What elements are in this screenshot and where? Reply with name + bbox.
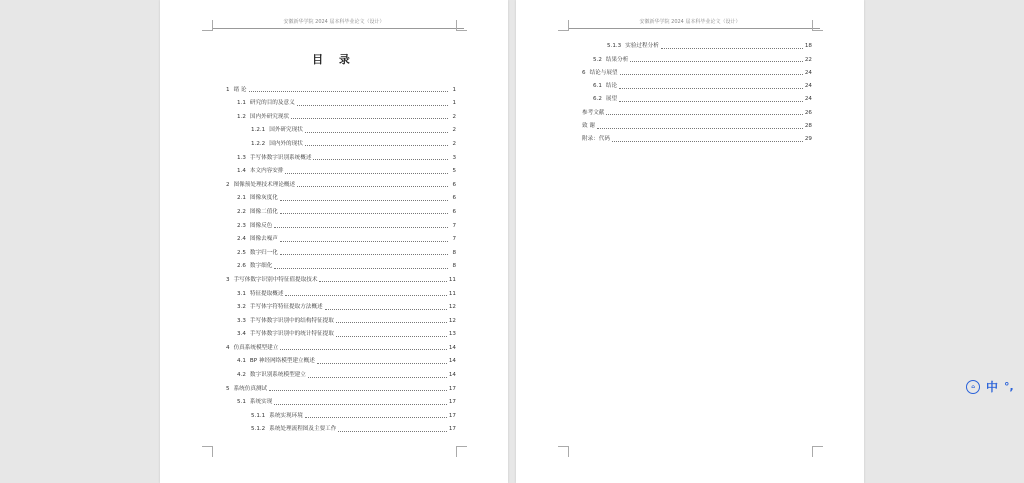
toc-entry[interactable] bbox=[226, 202, 456, 216]
toc-entry-title: 系统处理流程图及主要工作 bbox=[269, 426, 337, 433]
toc-leader-dots bbox=[620, 74, 803, 75]
toc-entry[interactable] bbox=[226, 216, 456, 230]
toc-entry[interactable] bbox=[582, 37, 812, 50]
toc-entry-number: 3.2 bbox=[237, 304, 246, 311]
toc-entry[interactable] bbox=[226, 284, 456, 298]
toc-entry-number: 3.4 bbox=[237, 331, 246, 338]
toc-leader-dots bbox=[280, 213, 448, 214]
toc-entry-title: 国内外的现状 bbox=[269, 140, 303, 147]
toc-title: 目 录 bbox=[312, 53, 356, 66]
toc-entry-title: 致 谢 bbox=[582, 123, 595, 130]
ime-punctuation-toggle[interactable]: °, bbox=[1004, 380, 1014, 393]
toc-entry-title: 手写体字符特征提取方法概述 bbox=[249, 304, 323, 311]
toc-leader-dots bbox=[317, 363, 447, 364]
toc-entry-page: 17 bbox=[448, 412, 456, 419]
toc-entry[interactable] bbox=[582, 64, 812, 77]
toc-entry-number: 5.1.1 bbox=[251, 412, 266, 419]
toc-leader-dots bbox=[661, 48, 803, 49]
toc-entry-page: 2 bbox=[452, 140, 456, 147]
header-rule bbox=[212, 28, 464, 29]
crop-mark-icon bbox=[456, 446, 467, 457]
toc-entry-number: 5.1.2 bbox=[251, 426, 266, 433]
toc-entry-page: 2 bbox=[452, 113, 456, 120]
toc-entry-title: 手写体数字识别中的统计特征提取 bbox=[249, 331, 334, 338]
toc-entry-number: 6 bbox=[582, 69, 586, 76]
toc-entry-title: 本文内容安排 bbox=[249, 168, 284, 175]
toc-entry-number: 1 bbox=[226, 86, 230, 93]
toc-entry[interactable] bbox=[226, 148, 456, 162]
toc-leader-dots bbox=[606, 114, 802, 115]
toc-entry-number: 1.4 bbox=[237, 168, 246, 175]
toc-entry-title: 数字识别系统模型建立 bbox=[249, 372, 306, 379]
toc-leader-dots bbox=[612, 141, 803, 142]
toc-list-right bbox=[582, 37, 812, 143]
toc-leader-dots bbox=[274, 268, 448, 269]
toc-entry-number: 2 bbox=[226, 181, 230, 188]
toc-entry-title: 图像去噪声 bbox=[249, 236, 278, 243]
toc-entry-number: 5.1 bbox=[237, 399, 246, 406]
toc-entry-page: 5 bbox=[452, 168, 456, 175]
toc-entry-page: 14 bbox=[448, 344, 456, 351]
toc-entry-page: 6 bbox=[452, 181, 456, 188]
toc-entry-title: 研究的目的及意义 bbox=[249, 100, 295, 107]
toc-leader-dots bbox=[313, 159, 448, 160]
toc-entry-title: 特征提取概述 bbox=[249, 290, 284, 297]
toc-leader-dots bbox=[619, 88, 803, 89]
toc-entry-title: 系统仿真测试 bbox=[233, 385, 268, 392]
toc-entry-number: 1.2.1 bbox=[251, 127, 266, 134]
toc-leader-dots bbox=[280, 254, 448, 255]
toc-entry-title: 手写体数字识别系统概述 bbox=[249, 154, 312, 161]
toc-entry-page: 11 bbox=[448, 290, 456, 297]
toc-entry-page: 7 bbox=[452, 222, 456, 229]
toc-entry[interactable] bbox=[226, 121, 456, 135]
toc-entry-title: 图像反色 bbox=[249, 222, 273, 229]
toc-entry-page: 8 bbox=[452, 249, 456, 256]
toc-entry[interactable] bbox=[226, 420, 456, 434]
toc-entry[interactable] bbox=[226, 365, 456, 379]
header-rule bbox=[568, 28, 820, 29]
toc-entry[interactable] bbox=[226, 352, 456, 366]
toc-entry-title: 绪 论 bbox=[233, 86, 247, 93]
toc-entry-page: 12 bbox=[448, 317, 456, 324]
toc-leader-dots bbox=[274, 227, 448, 228]
crop-mark-icon bbox=[456, 20, 467, 31]
toc-entry-page: 6 bbox=[452, 208, 456, 215]
toc-entry-page: 17 bbox=[448, 426, 456, 433]
document-page-right bbox=[516, 0, 864, 483]
ime-mode-toggle[interactable]: 中 bbox=[986, 380, 999, 394]
toc-leader-dots bbox=[630, 61, 803, 62]
toc-leader-dots bbox=[280, 241, 448, 242]
toc-entry-page: 24 bbox=[804, 69, 812, 76]
toc-entry-page: 11 bbox=[448, 276, 456, 283]
toc-entry[interactable] bbox=[582, 90, 812, 103]
toc-entry[interactable] bbox=[226, 80, 456, 94]
toc-leader-dots bbox=[297, 105, 448, 106]
toc-leader-dots bbox=[285, 173, 448, 174]
crop-mark-icon bbox=[812, 20, 823, 31]
toc-entry-page: 17 bbox=[448, 385, 456, 392]
toc-entry-number: 1.3 bbox=[237, 154, 246, 161]
toc-list-left bbox=[226, 80, 456, 433]
toc-entry-title: 国外研究现状 bbox=[269, 127, 303, 134]
toc-entry-number: 2.5 bbox=[237, 249, 246, 256]
toc-entry-number: 3 bbox=[226, 276, 230, 283]
toc-entry-title: 仿真系统模型建立 bbox=[233, 344, 279, 351]
crop-mark-icon bbox=[202, 446, 213, 457]
toc-entry-number: 3.1 bbox=[237, 290, 246, 297]
toc-entry-title: 数字细化 bbox=[249, 263, 273, 270]
toc-leader-dots bbox=[291, 118, 448, 119]
toc-entry-number: 2.3 bbox=[237, 222, 246, 229]
toc-entry[interactable] bbox=[582, 117, 812, 130]
toc-entry-number: 2.6 bbox=[237, 263, 246, 270]
toc-entry-page: 18 bbox=[804, 43, 812, 50]
toc-entry-title: 结论与展望 bbox=[589, 69, 618, 76]
toc-leader-dots bbox=[269, 390, 447, 391]
toc-entry-number: 2.1 bbox=[237, 195, 246, 202]
toc-entry[interactable] bbox=[226, 189, 456, 203]
toc-entry-number: 5.1.3 bbox=[607, 43, 622, 50]
toc-entry-page: 3 bbox=[452, 154, 456, 161]
toc-leader-dots bbox=[597, 128, 803, 129]
toc-entry[interactable] bbox=[226, 230, 456, 244]
toc-entry-page: 14 bbox=[448, 372, 456, 379]
toc-leader-dots bbox=[308, 377, 447, 378]
toc-entry-title: 手写体数字识别中的结构特征提取 bbox=[249, 317, 334, 324]
toc-entry-title: 国内外研究现状 bbox=[249, 113, 290, 120]
toc-entry-title: 图像预处理技术理论概述 bbox=[233, 181, 296, 188]
page-header: 安徽新华学院 2024 届本科毕业论文（设计） bbox=[283, 19, 385, 25]
toc-entry-page: 14 bbox=[448, 358, 456, 365]
toc-entry-page: 17 bbox=[448, 399, 456, 406]
toc-entry-number: 6.2 bbox=[593, 96, 602, 103]
toc-entry-page: 29 bbox=[804, 136, 812, 143]
toc-entry[interactable] bbox=[582, 103, 812, 116]
toc-leader-dots bbox=[336, 322, 447, 323]
toc-entry-title: 实验过程分析 bbox=[625, 43, 659, 50]
toc-entry-title: 数字归一化 bbox=[249, 249, 278, 256]
toc-entry-page: 28 bbox=[804, 123, 812, 130]
toc-entry[interactable] bbox=[226, 175, 456, 189]
crop-mark-icon bbox=[558, 20, 569, 31]
toc-entry[interactable] bbox=[226, 325, 456, 339]
toc-entry-page: 22 bbox=[804, 56, 812, 63]
toc-leader-dots bbox=[336, 336, 447, 337]
toc-entry-title: BP 神经网络模型建立概述 bbox=[249, 358, 315, 365]
toc-leader-dots bbox=[305, 145, 448, 146]
toc-entry-number: 4.2 bbox=[237, 372, 246, 379]
document-page-left bbox=[160, 0, 508, 483]
ime-logo-icon[interactable]: ⌂ bbox=[966, 380, 980, 394]
toc-entry-number: 1.1 bbox=[237, 100, 246, 107]
toc-leader-dots bbox=[319, 281, 446, 282]
toc-entry[interactable] bbox=[582, 50, 812, 63]
ime-toolbar[interactable] bbox=[966, 378, 1014, 395]
toc-entry[interactable] bbox=[226, 243, 456, 257]
toc-entry-page: 8 bbox=[452, 263, 456, 270]
toc-leader-dots bbox=[305, 132, 448, 133]
toc-entry-title: 结论 bbox=[605, 83, 618, 90]
toc-entry-title: 图像灰度化 bbox=[249, 195, 278, 202]
toc-entry-number: 2.2 bbox=[237, 208, 246, 215]
toc-entry-page: 24 bbox=[804, 83, 812, 90]
toc-entry-title: 系统实现 bbox=[249, 399, 273, 406]
toc-entry-number: 5 bbox=[226, 385, 230, 392]
toc-entry-page: 2 bbox=[452, 127, 456, 134]
toc-leader-dots bbox=[249, 91, 448, 92]
toc-entry[interactable] bbox=[226, 134, 456, 148]
toc-entry-page: 7 bbox=[452, 236, 456, 243]
toc-entry-title: 系统实现环境 bbox=[269, 412, 303, 419]
toc-leader-dots bbox=[280, 200, 448, 201]
toc-entry-title: 展望 bbox=[605, 96, 618, 103]
toc-entry[interactable] bbox=[226, 107, 456, 121]
toc-entry[interactable] bbox=[226, 406, 456, 420]
crop-mark-icon bbox=[812, 446, 823, 457]
toc-entry[interactable] bbox=[226, 311, 456, 325]
toc-entry-page: 6 bbox=[452, 195, 456, 202]
toc-entry[interactable] bbox=[582, 77, 812, 90]
toc-leader-dots bbox=[274, 404, 447, 405]
toc-entry-number: 6.1 bbox=[593, 83, 602, 90]
toc-entry-title: 附录：代码 bbox=[582, 136, 610, 143]
toc-entry-title: 结果分析 bbox=[605, 56, 629, 63]
toc-entry-number: 1.2 bbox=[237, 113, 246, 120]
toc-entry-page: 12 bbox=[448, 304, 456, 311]
toc-entry-title: 参考文献 bbox=[582, 109, 605, 116]
toc-entry[interactable] bbox=[226, 379, 456, 393]
toc-entry-page: 1 bbox=[452, 100, 456, 107]
toc-entry-number: 5.2 bbox=[593, 56, 602, 63]
toc-entry-number: 4.1 bbox=[237, 358, 246, 365]
toc-entry-number: 3.3 bbox=[237, 317, 246, 324]
toc-entry-number: 1.2.2 bbox=[251, 140, 266, 147]
toc-leader-dots bbox=[280, 349, 447, 350]
toc-entry-number: 4 bbox=[226, 344, 230, 351]
toc-leader-dots bbox=[297, 186, 448, 187]
toc-entry-page: 1 bbox=[452, 86, 456, 93]
toc-entry[interactable] bbox=[226, 393, 456, 407]
toc-entry[interactable] bbox=[226, 298, 456, 312]
toc-entry[interactable] bbox=[226, 257, 456, 271]
toc-entry[interactable] bbox=[226, 270, 456, 284]
crop-mark-icon bbox=[202, 20, 213, 31]
page-header: 安徽新华学院 2024 届本科毕业论文（设计） bbox=[639, 19, 741, 25]
toc-entry[interactable] bbox=[226, 338, 456, 352]
toc-entry-page: 13 bbox=[448, 331, 456, 338]
toc-entry-page: 24 bbox=[804, 96, 812, 103]
toc-leader-dots bbox=[285, 295, 446, 296]
toc-leader-dots bbox=[338, 431, 447, 432]
toc-entry[interactable] bbox=[582, 130, 812, 143]
crop-mark-icon bbox=[558, 446, 569, 457]
toc-entry-number: 2.4 bbox=[237, 236, 246, 243]
toc-leader-dots bbox=[305, 417, 447, 418]
toc-leader-dots bbox=[325, 309, 447, 310]
toc-entry-title: 图像二值化 bbox=[249, 208, 278, 215]
toc-leader-dots bbox=[619, 101, 803, 102]
toc-entry-page: 26 bbox=[804, 109, 812, 116]
toc-entry-title: 手写体数字识别中特征值提取技术 bbox=[233, 276, 318, 283]
toc-entry[interactable] bbox=[226, 162, 456, 176]
toc-entry[interactable] bbox=[226, 94, 456, 108]
